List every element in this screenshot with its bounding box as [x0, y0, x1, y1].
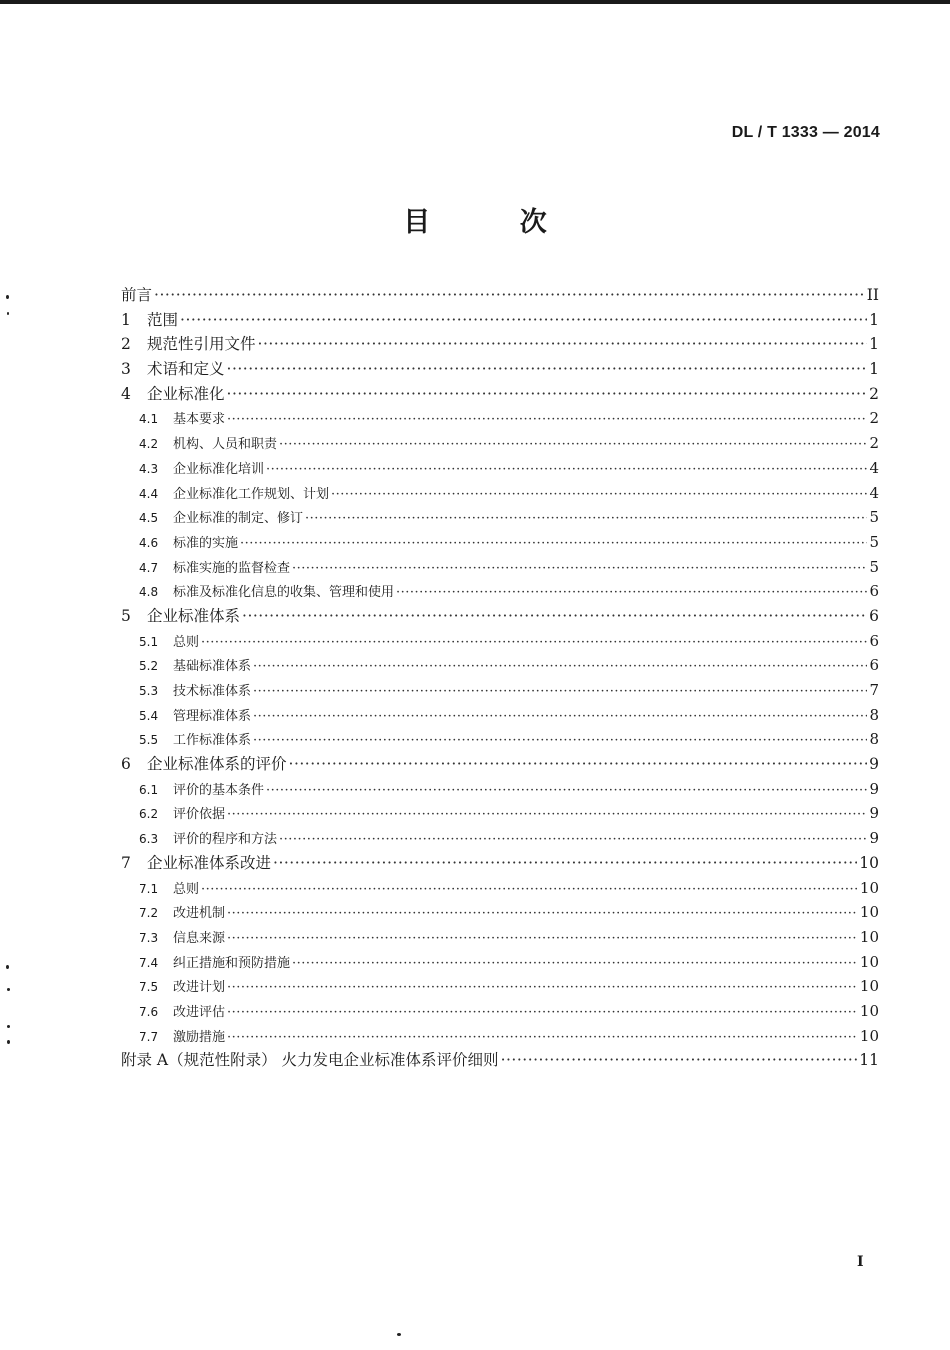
toc-entry[interactable]: [121, 382, 879, 407]
toc-entry[interactable]: [121, 653, 879, 678]
toc-entry[interactable]: [121, 801, 879, 826]
toc-entry-number: 4.1: [139, 412, 159, 427]
scan-speck: [7, 988, 10, 991]
toc-entry-page: 10: [859, 952, 879, 971]
toc-entry-page: 10: [859, 903, 879, 922]
dot-leader: [279, 433, 867, 458]
dot-leader: [227, 382, 867, 407]
toc-entry-label: 工作标准体系: [173, 733, 252, 749]
dot-leader: [227, 357, 867, 382]
dot-leader: [289, 752, 867, 777]
toc-entry-label: 改进评估: [173, 1004, 226, 1020]
toc-entry-label: 评价依据: [173, 807, 226, 823]
toc-entry[interactable]: [121, 974, 879, 999]
toc-entry-label: 企业标准体系的评价: [147, 755, 287, 774]
dot-leader: [292, 952, 858, 977]
toc-entry[interactable]: [121, 530, 879, 555]
dot-leader: [227, 1026, 858, 1051]
toc-entry-page: 4: [869, 483, 879, 502]
toc-entry-number: 7: [121, 853, 131, 872]
scan-speck: [7, 1025, 10, 1028]
dot-leader: [253, 680, 867, 705]
toc-entry-label: 企业标准化工作规划、计划: [173, 486, 330, 502]
toc-entry-page: 6: [869, 656, 879, 675]
toc-entry-label: 企业标准化: [147, 384, 225, 403]
toc-entry-label: 改进机制: [173, 906, 226, 922]
toc-entry-page: 2: [869, 384, 879, 403]
toc-entry-label: 基本要求: [173, 412, 226, 428]
toc-entry[interactable]: [121, 1048, 879, 1073]
toc-entry[interactable]: [121, 579, 879, 604]
dot-leader: [331, 483, 867, 508]
toc-entry-page: 2: [869, 434, 879, 453]
toc-entry[interactable]: [121, 777, 879, 802]
toc-entry-number: 5.5: [139, 733, 159, 748]
toc-entry[interactable]: [121, 950, 879, 975]
toc-entry[interactable]: [121, 308, 879, 333]
toc-entry[interactable]: [121, 727, 879, 752]
toc-entry-page: 9: [869, 829, 879, 848]
dot-leader: [227, 803, 867, 828]
dot-leader: [227, 902, 858, 927]
toc-entry-page: 8: [869, 730, 879, 749]
toc-entry-label: 企业标准体系改进: [147, 853, 272, 872]
toc-entry[interactable]: [121, 505, 879, 530]
toc-entry-page: 7: [869, 681, 879, 699]
toc-entry-number: 4.8: [139, 585, 159, 600]
toc-entry-label: 标准实施的监督检查: [173, 560, 291, 576]
dot-leader: [180, 308, 867, 333]
toc-entry-number: 4.2: [139, 437, 159, 452]
toc-entry-page: 2: [869, 409, 879, 428]
toc-entry-label: 评价的基本条件: [173, 782, 265, 798]
toc-entry-page: 9: [869, 755, 879, 774]
toc-entry-number: 4: [121, 384, 131, 403]
toc-entry-page: 9: [869, 779, 879, 798]
dot-leader: [258, 332, 867, 357]
toc-entry-page: 10: [859, 927, 879, 946]
dot-leader: [266, 458, 867, 483]
scan-speck: [7, 312, 9, 315]
toc-entry-number: 6.2: [139, 807, 159, 822]
dot-leader: [201, 631, 867, 656]
toc-entry-label: 基础标准体系: [173, 659, 252, 675]
toc-entry-number: 2: [121, 335, 131, 354]
dot-leader: [227, 1001, 858, 1026]
dot-leader: [396, 581, 867, 606]
toc-entry-label: 规范性引用文件: [147, 335, 256, 354]
toc-entry[interactable]: [121, 826, 879, 851]
toc-entry-number: 6: [121, 755, 131, 774]
toc-entry-number: 5.2: [139, 659, 159, 674]
dot-leader: [242, 604, 867, 629]
toc-entry-label: 前言: [121, 286, 153, 304]
toc-entry-page: 9: [869, 804, 879, 823]
toc-entry[interactable]: [121, 703, 879, 728]
toc-entry-page: 10: [859, 977, 879, 996]
dot-leader: [227, 976, 858, 1001]
toc-entry-label: 标准的实施: [173, 535, 239, 551]
toc-entry-number: 4.5: [139, 511, 159, 526]
toc-entry-label: 管理标准体系: [173, 708, 252, 724]
toc-entry-page: 6: [869, 582, 879, 601]
scan-speck: [6, 295, 9, 299]
toc-entry-label: 技术标准体系: [173, 684, 252, 699]
dot-leader: [273, 851, 857, 876]
toc-entry-label: 术语和定义: [147, 360, 225, 379]
top-border-rule: [0, 0, 950, 4]
toc-entry-page: 5: [869, 532, 879, 551]
dot-leader: [201, 878, 858, 903]
toc-entry-label: 机构、人员和职责: [173, 437, 278, 453]
toc-entry[interactable]: [121, 999, 879, 1024]
toc-entry-number: 1: [121, 310, 131, 329]
toc-entry[interactable]: [121, 481, 879, 506]
toc-entry[interactable]: [121, 357, 879, 382]
dot-leader: [253, 705, 867, 730]
toc-entry-label: 附录 A（规范性附录） 火力发电企业标准体系评价细则: [121, 1051, 499, 1070]
toc-entry-page: 8: [869, 705, 879, 724]
toc-entry[interactable]: [121, 555, 879, 580]
dot-leader: [501, 1048, 858, 1073]
toc-entry-number: 5.1: [139, 634, 159, 649]
toc-entry-label: 总则: [173, 881, 200, 897]
toc-entry-page: 5: [869, 557, 879, 576]
scan-speck: [397, 1333, 401, 1336]
toc-entry[interactable]: [121, 604, 879, 629]
toc-entry-number: 7.1: [139, 881, 159, 896]
dot-leader: [240, 532, 867, 557]
toc-entry-number: 7.5: [139, 980, 159, 995]
toc-entry[interactable]: [121, 406, 879, 431]
toc-entry-label: 纠正措施和预防措施: [173, 955, 291, 971]
dot-leader: [266, 779, 867, 804]
toc-entry-number: 3: [121, 360, 131, 379]
toc-entry-page: 1: [869, 360, 879, 379]
toc-entry-page: 4: [869, 458, 879, 477]
page-number: I: [857, 1254, 864, 1270]
toc-entry[interactable]: [121, 1024, 879, 1049]
toc-entry-label: 总则: [173, 634, 200, 650]
toc-entry[interactable]: [121, 283, 879, 308]
toc-entry[interactable]: [121, 431, 879, 456]
toc-entry-label: 企业标准的制定、修订: [173, 511, 304, 527]
dot-leader: [253, 729, 867, 754]
toc-entry-page: 1: [869, 310, 879, 329]
dot-leader: [227, 927, 858, 952]
toc-entry-number: 4.3: [139, 461, 159, 476]
toc-entry-number: 5: [121, 606, 131, 625]
table-of-contents: [121, 283, 879, 1073]
toc-entry-number: 5.3: [139, 684, 159, 698]
toc-entry-number: 6.3: [139, 832, 159, 847]
toc-entry-number: 7.6: [139, 1004, 159, 1019]
toc-entry-number: 7.3: [139, 930, 159, 945]
dot-leader: [227, 408, 867, 433]
toc-entry-number: 7.7: [139, 1029, 159, 1044]
toc-entry[interactable]: [121, 752, 879, 777]
scan-speck: [6, 965, 9, 969]
toc-entry[interactable]: [121, 900, 879, 925]
toc-entry-page: 10: [859, 1001, 879, 1020]
toc-entry[interactable]: [121, 629, 879, 654]
toc-entry-label: 激励措施: [173, 1029, 226, 1045]
toc-entry[interactable]: [121, 456, 879, 481]
toc-entry-label: 范围: [147, 310, 179, 329]
toc-entry[interactable]: [121, 678, 879, 703]
dot-leader: [305, 507, 867, 532]
toc-entry-page: 6: [869, 631, 879, 650]
toc-entry-label: 信息来源: [173, 930, 226, 946]
toc-entry-number: 4.7: [139, 560, 159, 575]
page-title: 目 次: [403, 207, 587, 238]
toc-entry-page: 10: [859, 853, 879, 872]
toc-entry-number: 4.6: [139, 535, 159, 550]
toc-entry[interactable]: [121, 876, 879, 901]
toc-entry-page: 6: [869, 606, 879, 625]
toc-entry[interactable]: [121, 332, 879, 357]
toc-entry-page: 1: [869, 335, 879, 354]
scan-speck: [7, 1040, 10, 1044]
toc-entry[interactable]: [121, 925, 879, 950]
dot-leader: [154, 283, 865, 308]
toc-entry-page: 10: [859, 1026, 879, 1045]
toc-entry-label: 企业标准化培训: [173, 461, 265, 477]
dot-leader: [253, 655, 867, 680]
toc-entry-page: II: [866, 286, 879, 304]
toc-entry-number: 6.1: [139, 782, 159, 797]
toc-entry-number: 7.4: [139, 955, 159, 970]
toc-entry-label: 企业标准体系: [147, 606, 241, 625]
toc-entry-number: 7.2: [139, 906, 159, 921]
toc-entry[interactable]: [121, 851, 879, 876]
toc-entry-number: 5.4: [139, 708, 159, 723]
dot-leader: [292, 557, 867, 582]
toc-entry-page: 11: [859, 1051, 879, 1070]
toc-entry-label: 改进计划: [173, 980, 226, 996]
standard-code: DL / T 1333 — 2014: [731, 124, 880, 141]
toc-entry-page: 5: [869, 508, 879, 527]
toc-entry-label: 评价的程序和方法: [173, 832, 278, 848]
toc-entry-number: 4.4: [139, 486, 159, 501]
toc-entry-label: 标准及标准化信息的收集、管理和使用: [173, 585, 395, 601]
toc-entry-page: 10: [859, 878, 879, 897]
dot-leader: [279, 828, 867, 853]
